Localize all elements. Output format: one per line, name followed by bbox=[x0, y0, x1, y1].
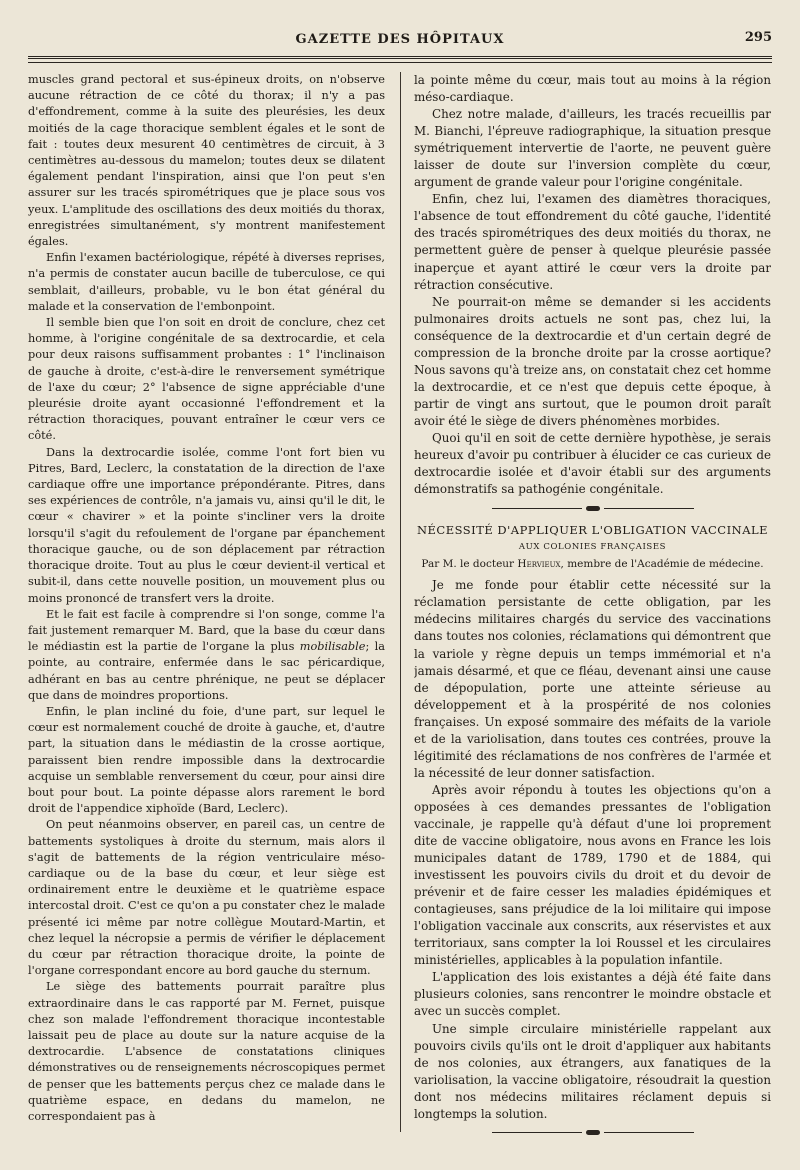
paragraph: Dans la dextrocardie isolée, comme l'ont fort bien vu Pitres, Bard, Leclerc, la constatation de la direction de l'axe cardiaque offre une importance prépondérante. Pitres, dans ses expériences de contrôle, n'a jamais vu, ainsi qu'il le dit, le cœur « chavirer » et la pointe s'incliner vers la droite lorsqu'il s'agit du refoulement de l'organe par épanchement thoracique gauche, ou de son déplacement par rétraction thoracique droite. Tout au plus le cœur devient-il vertical et subit-il, dans cette nouvelle position, un mouvement plus ou moins prononcé de transfert vers la droite. bbox=[28, 445, 385, 605]
text-columns bbox=[28, 72, 772, 1146]
header-double-rule bbox=[28, 56, 772, 59]
paragraph: la pointe même du cœur, mais tout au moins à la région méso-cardiaque. bbox=[414, 73, 771, 105]
page-header bbox=[28, 26, 772, 66]
paragraph-text: Et le fait est facile à comprendre si l'on songe, comme l'a fait justement remarquer M. Bard, que la base du cœur dans le médiastin est la partie de l'organe la plus bbox=[28, 607, 385, 654]
paragraph: Après avoir répondu à toutes les objections qu'on a opposées à ces demandes pressantes de l'obligation vaccinale, je rappelle qu'à défaut d'une loi proprement dite de vaccine obligatoire, nous avons en France les lois municipales datant de 1789, 1790 et de 1884, qui investissent les pouvoirs civils du droit et du devoir de prévenir et de faire cesser les maladies épidémiques et contagieuses, sans préjudice de la loi militaire qui impose l'obligation vaccinale aux conscrits, aux réservistes et aux territoriaux, sans compter la loi Roussel et les circulaires ministérielles, applicables à la population infantile. bbox=[414, 782, 771, 968]
section-separator bbox=[414, 504, 771, 512]
paragraph: Quoi qu'il en soit de cette dernière hypothèse, je serais heureux d'avoir pu contribuer à élucider ce cas curieux de dextrocardie isolée et d'avoir établi sur des arguments démonstratifs sa pathogénie congénitale. bbox=[414, 430, 771, 497]
paragraph: Enfin, chez lui, l'examen des diamètres thoraciques, l'absence de tout effondrement du côté gauche, l'identité des tracés spirométriques des deux moitiés du thorax, ne permettent guère de penser à quelque pleurésie passée inaperçue et ayant attiré le cœur vers la droite par rétraction consécutive. bbox=[414, 192, 771, 292]
paragraph: L'application des lois existantes a déjà été faite dans plusieurs colonies, sans rencontrer le moindre obstacle et avec un succès complet. bbox=[414, 970, 771, 1019]
header-rule bbox=[28, 62, 772, 63]
paragraph: Ne pourrait-on même se demander si les accidents pulmonaires droits actuels ne sont pas, chez lui, la conséquence de la dextrocardie et d'un certain degré de compression de la bronche droite par la crosse aortique? Nous savons qu'à treize ans, on constatait chez cet homme la dextrocardie, et ce n'est que depuis cette époque, à partir de vingt ans surtout, que le poumon droit paraît avoir été le siège de divers phénomènes morbides. bbox=[414, 294, 771, 428]
article-title: NÉCESSITÉ D'APPLIQUER L'OBLIGATION VACCINALE bbox=[416, 523, 769, 538]
author-name: Hervieux bbox=[517, 558, 561, 571]
column-divider bbox=[400, 72, 401, 1132]
end-separator bbox=[414, 1129, 771, 1137]
paragraph: Le siège des battements pourrait paraître plus extraordinaire dans le cas rapporté par M. Fernet, puisque chez son malade l'effondrement thoracique incontestable laissait peu de place au doute sur la nature acquise de la dextrocardie. L'absence de constatations cliniques démonstratives ou de renseignements nécroscopiques permet de penser que les battements perçus chez ce malade dans le quatrième espace, en dedans du mamelon, ne correspondaient pas à bbox=[28, 980, 385, 1123]
right-column bbox=[414, 72, 771, 1146]
article-subtitle: AUX COLONIES FRANÇAISES bbox=[518, 542, 667, 553]
left-column bbox=[28, 72, 385, 1146]
separator-line bbox=[604, 508, 694, 509]
byline-suffix: , membre de l'Académie de médecine. bbox=[560, 558, 764, 571]
running-title: GAZETTE DES HÔPITAUX bbox=[295, 32, 505, 47]
paragraph: Enfin, le plan incliné du foie, d'une part, sur lequel le cœur est normalement couché de droite à gauche, et, d'autre part, la situation dans le médiastin de la crosse aortique, paraissent bien rendre impossible dans la dextrocardie acquise un semblable renversement du cœur, pour ainsi dire bout pour bout. La pointe dépasse alors rarement le bord droit de l'appendice xiphoïde (Bard, Leclerc). bbox=[28, 704, 385, 816]
byline-prefix: Par M. le docteur bbox=[421, 558, 515, 571]
separator-line bbox=[492, 1132, 582, 1133]
paragraph: Il semble bien que l'on soit en droit de conclure, chez cet homme, à l'origine congénitale de sa dextrocardie, et cela pour deux raisons suffisamment probantes : 1° l'inclinaison de gauche à droite, c'est-à-dire le renversement symétrique de l'axe du cœur; 2° l'absence de signe appréciable d'une pleurésie droite ayant occasionné l'effondrement et la rétraction thoraciques, pouvant entraîner le cœur vers ce côté. bbox=[28, 316, 385, 443]
paragraph-text: ; la pointe, au contraire, enfermée dans le sac péricardique, adhérant en bas au centre phrénique, ne peut se déplacer que dans de moindres proportions. bbox=[28, 640, 385, 702]
byline bbox=[414, 556, 771, 573]
paragraph: Je me fonde pour établir cette nécessité sur la réclamation persistante de cette obligation, par les médecins militaires chargés du service des vaccinations dans toutes nos colonies, réclamations qui démontrent que la variole y règne depuis un temps immémorial et n'a jamais désarmé, et que ce fléau, devenant ainsi une cause de dépopulation, porte une atteinte sérieuse au développement et à la prospérité de nos colonies françaises. Un exposé sommaire des méfaits de la variole et de la variolisation, dans toutes ces contrées, prouve la légitimité des réclamations de nos confrères de l'armée et la nécessité de leur donner satisfaction. bbox=[414, 578, 771, 780]
paragraph: On peut néanmoins observer, en pareil cas, un centre de battements systoliques à droite du sternum, mais alors il s'agit de battements de la région ventriculaire méso-cardiaque ou de la base du cœur, et leur siège est ordinairement entre le deuxième et le quatrième espace intercostal droit. C'est ce qu'on a pu constater chez le malade présenté ici même par notre collègue Moutard-Martin, et chez lequel la nécropsie a permis de vérifier le déplacement du cœur par rétraction thoracique droite, la pointe de l'organe correspondant encore au bord gauche du sternum. bbox=[28, 818, 385, 978]
separator-ornament bbox=[586, 1130, 600, 1135]
separator-ornament bbox=[586, 506, 600, 511]
paragraph: Une simple circulaire ministérielle rappelant aux pouvoirs civils qu'ils ont le droit d'appliquer aux habitants de nos colonies, aux étrangers, aux fanatiques de la variolisation, la vaccine obligatoire, résoudrait la question dont nos médecins militaires réclament depuis si longtemps la solution. bbox=[414, 1021, 771, 1121]
italic-term: mobilisable bbox=[299, 640, 366, 654]
separator-line bbox=[604, 1132, 694, 1133]
separator-line bbox=[492, 508, 582, 509]
page-number: 295 bbox=[744, 30, 772, 45]
paragraph: Chez notre malade, d'ailleurs, les tracés recueillis par M. Bianchi, l'épreuve radiographique, la situation presque symétriquement intervertie de l'aorte, ne peuvent guère laisser de doute sur l'inversion complète du cœur, argument de grande valeur pour l'origine congénitale. bbox=[414, 107, 771, 190]
paragraph: muscles grand pectoral et sus-épineux droits, on n'observe aucune rétraction de ce côté du thorax; il n'y a pas d'effondrement, comme à la suite des pleurésies, les deux moitiés de la cage thoracique semblent égales et le sont de fait : toutes deux mesurent 40 centimètres de circuit, à 3 centimètres au-dessous du mamelon; toutes deux se dilatent également pendant l'inspiration, ainsi que l'on peut s'en assurer sur les tracés spirométriques que je place sous vos yeux. L'amplitude des oscillations des deux moitiés du thorax, enregistrées simultanément, s'y montrent manifestement égales. bbox=[28, 73, 385, 249]
paragraph bbox=[28, 607, 385, 704]
paragraph: Enfin l'examen bactériologique, répété à diverses reprises, n'a permis de constater aucun bacille de tuberculose, ce qui semblait, d'ailleurs, probable, vu le bon état général du malade et la conservation de l'embonpoint. bbox=[28, 251, 385, 313]
